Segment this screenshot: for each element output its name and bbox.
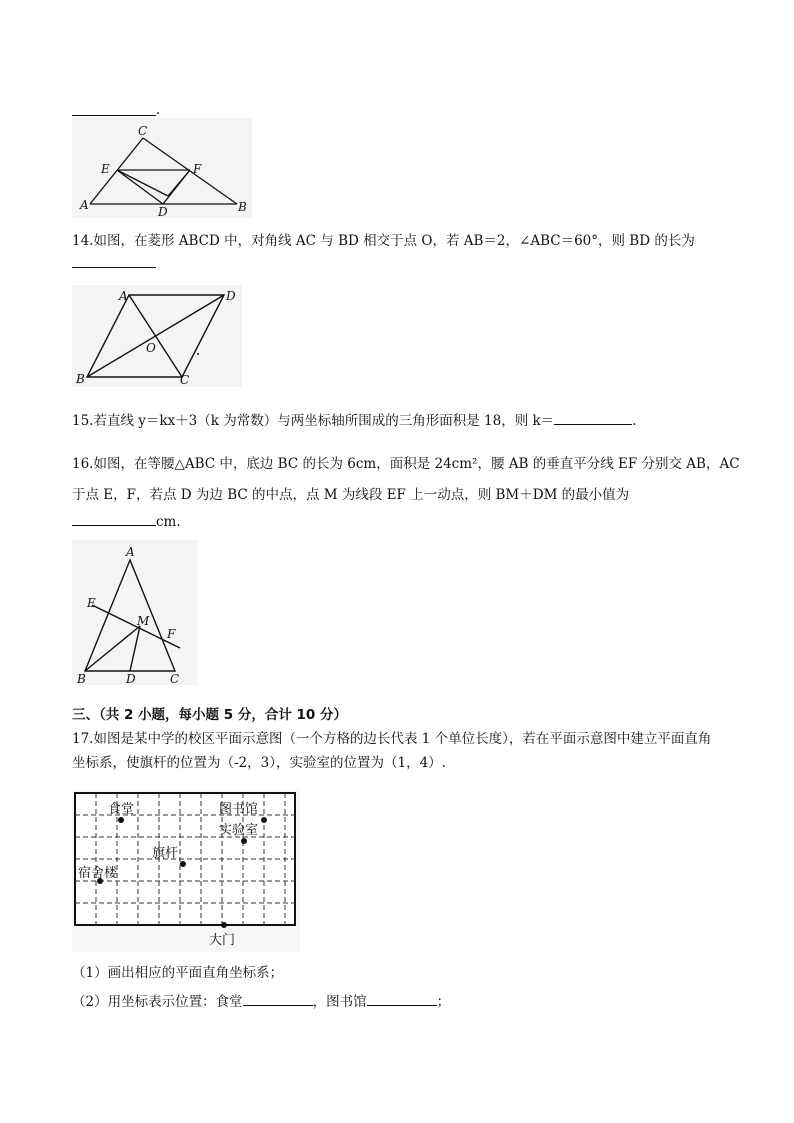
map-label-gate: 大门 (209, 933, 236, 948)
fig16-label-f: F (167, 627, 176, 641)
fig13-label-d: D (158, 205, 168, 218)
school-map (72, 790, 300, 952)
canteen-point (118, 817, 124, 823)
question-16-line1: 16.如图，在等腰△ABC 中，底边 BC 的长为 6cm，面积是 24cm²，腰 AB 的垂直平分线 EF 分别交 AB，AC (72, 456, 740, 472)
question-17-line2: 坐标系，使旗杆的位置为（-2，3），实验室的位置为（1，4）. (72, 755, 446, 771)
question-16-unit: cm. (156, 514, 181, 530)
answer-blank-canteen (243, 991, 313, 1006)
lab-point (241, 838, 247, 844)
fig14-label-d: D (226, 289, 236, 303)
fig16-label-b: B (77, 672, 86, 685)
map-label-lab: 实验室 (219, 823, 259, 838)
figure-rhombus-abcd (72, 285, 242, 387)
question-17-sub2-end: ； (436, 994, 451, 1010)
fig13-label-f: F (193, 162, 202, 176)
fig16-label-e: E (87, 596, 96, 610)
question-17-sub2-library: ，图书馆 (312, 994, 367, 1010)
map-label-flagpole: 旗杆 (152, 846, 179, 861)
fig16-label-m: M (137, 614, 150, 628)
figure-triangle-efd (72, 118, 252, 218)
map-label-dorm: 宿舍楼 (78, 866, 118, 881)
library-point (261, 817, 267, 823)
question-16-line2: 于点 E，F，若点 D 为边 BC 的中点，点 M 为线段 EF 上一动点，则 BM＋DM 的最小值为 (72, 487, 630, 503)
question-15-stem: 15.若直线 y＝kx＋3（k 为常数）与两坐标轴所围成的三角形面积是 18，则 k＝ (72, 413, 555, 429)
fig13-label-c: C (138, 124, 148, 138)
question-17-sub1: （1）画出相应的平面直角坐标系； (72, 965, 284, 981)
fig14-label-c: C (180, 373, 190, 387)
fig13-label-e: E (101, 162, 110, 176)
question-15-text (72, 410, 636, 431)
answer-blank-14 (72, 253, 156, 268)
fig13-label-a: A (80, 198, 89, 212)
question-17-sub2-canteen: （2）用坐标表示位置：食堂 (72, 994, 243, 1010)
answer-blank-13-period: . (156, 102, 161, 118)
fig16-label-d: D (126, 672, 136, 685)
answer-blank-16 (72, 511, 156, 526)
question-16-answer-line (72, 511, 181, 532)
fig14-label-b: B (76, 372, 85, 386)
fig13-label-b: B (238, 200, 247, 214)
answer-blank-library (367, 991, 437, 1006)
flagpole-point (180, 861, 186, 867)
question-17-sub2 (72, 991, 450, 1012)
map-label-library: 图书馆 (219, 802, 259, 817)
answer-blank-13 (72, 101, 156, 116)
section-3-title: 三、（共 2 小题，每小题 5 分，合计 10 分） (72, 707, 348, 723)
map-label-canteen: 食堂 (108, 802, 135, 817)
answer-blank-15 (554, 410, 632, 425)
fig14-label-o: O (146, 341, 156, 355)
fig16-label-c: C (170, 672, 180, 685)
question-14-text: 14.如图，在菱形 ABCD 中，对角线 AC 与 BD 相交于点 O，若 AB＝2，∠ABC＝60°，则 BD 的长为 (72, 233, 695, 249)
figure-isosceles-triangle (72, 540, 197, 685)
question-15-period: . (632, 413, 637, 429)
gate-point (221, 922, 227, 928)
fig16-label-a: A (126, 545, 135, 559)
question-17-line1: 17.如图是某中学的校区平面示意图（一个方格的边长代表 1 个单位长度），若在平面示意图中建立平面直角 (72, 731, 712, 747)
fig14-label-a: A (119, 289, 128, 303)
